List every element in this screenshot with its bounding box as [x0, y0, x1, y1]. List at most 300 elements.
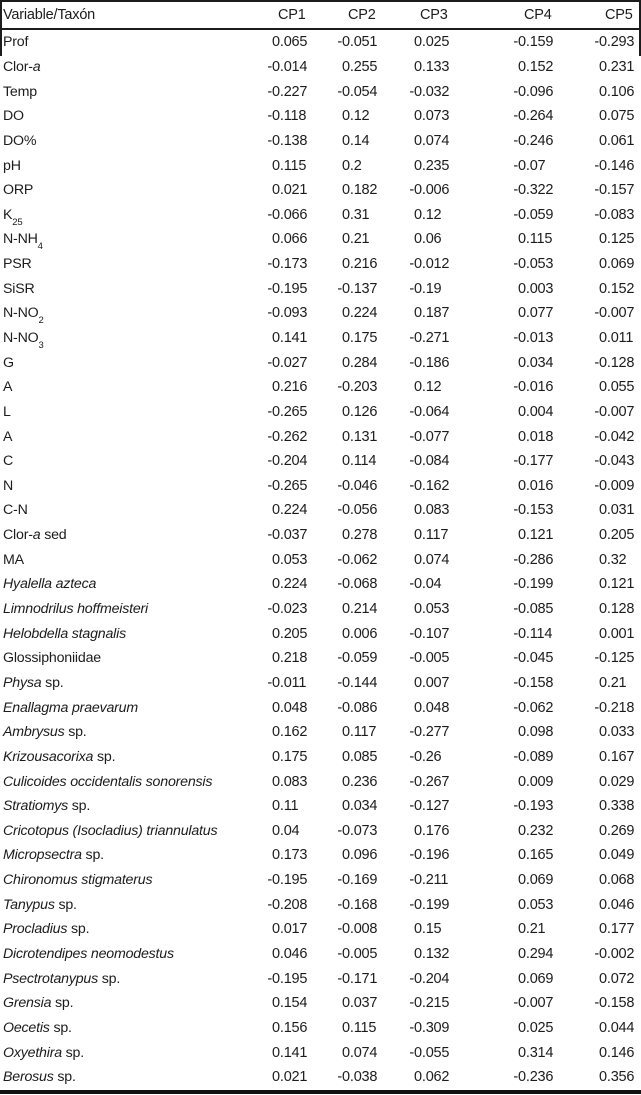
cell-value: 0.098 [518, 724, 554, 741]
row-label-segment: Glossiphoniidae [3, 650, 101, 667]
cell-value: 0.04 [272, 822, 300, 839]
minus-sign: - [267, 305, 272, 322]
cell-cp4 [484, 252, 565, 277]
cell-cp4 [484, 1040, 565, 1065]
table-row [0, 129, 641, 154]
cell-value: 0.074 [342, 1044, 378, 1061]
cell-value: - 0.277 [409, 724, 450, 741]
minus-sign: - [409, 182, 414, 199]
minus-sign: - [267, 453, 272, 470]
cell-value: 0.025 [518, 1019, 554, 1036]
cell-cp3 [380, 153, 484, 178]
minus-sign: - [337, 502, 342, 519]
cell-value: 0.205 [272, 625, 308, 642]
cell-value: 0.218 [272, 650, 308, 667]
minus-sign: - [337, 921, 342, 938]
cell-value: 0.21 [518, 921, 546, 938]
cell-value: - 0.007 [594, 403, 635, 420]
row-label-segment: 4 [37, 241, 43, 252]
cell-cp5 [565, 301, 641, 326]
cell-value: 0.115 [272, 157, 307, 174]
cell-cp4 [484, 326, 565, 351]
row-label-segment: Culicoides occidentalis sonorensis [3, 773, 213, 790]
minus-sign: - [594, 206, 599, 223]
cell-cp5 [565, 917, 641, 942]
cell-value: 0.269 [599, 822, 635, 839]
cell-cp1 [238, 942, 308, 967]
minus-sign: - [409, 798, 414, 815]
row-label [0, 843, 238, 868]
cell-value: - 0.227 [267, 83, 308, 100]
cell-cp1 [238, 769, 308, 794]
table-row [0, 474, 641, 499]
cell-value: 0.255 [342, 58, 378, 75]
row-label [0, 621, 238, 646]
cell-cp5 [565, 1016, 641, 1041]
cell-value: - 0.084 [409, 453, 450, 470]
row-label-segment: Grensia [3, 995, 52, 1012]
cell-cp2 [308, 178, 380, 203]
cell-cp4 [484, 745, 565, 770]
minus-sign: - [594, 182, 599, 199]
cell-cp2 [308, 29, 380, 55]
minus-sign: - [594, 34, 599, 51]
row-label [0, 917, 238, 942]
table-row [0, 942, 641, 967]
column-header-cp5: CP5 [565, 1, 641, 29]
cell-value: 0.055 [599, 379, 635, 396]
cell-value: - 0.007 [594, 305, 635, 322]
minus-sign: - [594, 995, 599, 1012]
cell-cp3 [380, 1040, 484, 1065]
cell-value: 0.131 [342, 428, 378, 445]
cell-cp4 [484, 29, 565, 55]
row-label [0, 745, 238, 770]
row-label-segment: MA [3, 551, 24, 568]
minus-sign: - [267, 403, 272, 420]
minus-sign: - [337, 699, 342, 716]
table-row [0, 794, 641, 819]
cell-cp2 [308, 843, 380, 868]
table-row [0, 252, 641, 277]
cell-cp2 [308, 892, 380, 917]
cell-cp3 [380, 276, 484, 301]
cell-cp1 [238, 597, 308, 622]
cell-cp3 [380, 942, 484, 967]
cell-cp4 [484, 769, 565, 794]
minus-sign: - [513, 206, 518, 223]
cell-cp2 [308, 671, 380, 696]
cell-cp1 [238, 523, 308, 548]
row-label-segment: Stratiomys [3, 798, 69, 815]
cell-value: 0.21 [342, 231, 370, 248]
cell-value: - 0.168 [337, 896, 378, 913]
minus-sign: - [513, 108, 518, 125]
row-label [0, 29, 238, 55]
cell-value: 0.132 [414, 946, 450, 963]
cell-value: 0.235 [414, 157, 450, 174]
minus-sign: - [409, 970, 414, 987]
cell-value: 0.152 [599, 280, 635, 297]
minus-sign: - [267, 108, 272, 125]
minus-sign: - [594, 453, 599, 470]
cell-cp2 [308, 646, 380, 671]
cell-value: - 0.056 [337, 502, 378, 519]
cell-cp1 [238, 424, 308, 449]
cell-value: 0.2 [342, 157, 362, 174]
table-row [0, 498, 641, 523]
table-row [0, 597, 641, 622]
row-label [0, 498, 238, 523]
cell-cp1 [238, 547, 308, 572]
minus-sign: - [409, 1019, 414, 1036]
minus-sign: - [513, 132, 518, 149]
row-label [0, 79, 238, 104]
minus-sign: - [409, 650, 414, 667]
cell-value: - 0.158 [594, 995, 635, 1012]
minus-sign: - [267, 206, 272, 223]
cell-cp4 [484, 819, 565, 844]
minus-sign: - [267, 354, 272, 371]
cell-cp1 [238, 572, 308, 597]
cell-cp1 [238, 991, 308, 1016]
minus-sign: - [337, 674, 342, 691]
cell-value: - 0.011 [267, 674, 307, 691]
table-row [0, 350, 641, 375]
minus-sign: - [267, 527, 272, 544]
minus-sign: - [337, 379, 342, 396]
table-row [0, 572, 641, 597]
cell-cp1 [238, 671, 308, 696]
minus-sign: - [409, 83, 414, 100]
minus-sign: - [267, 83, 272, 100]
table-row [0, 769, 641, 794]
cell-value: - 0.19 [409, 280, 442, 297]
cell-value: 0.125 [599, 231, 635, 248]
cell-cp2 [308, 819, 380, 844]
table-row [0, 892, 641, 917]
table-row [0, 104, 641, 129]
cell-value: 0.162 [272, 724, 308, 741]
cell-cp5 [565, 326, 641, 351]
cell-cp4 [484, 892, 565, 917]
cell-value: 0.021 [272, 182, 308, 199]
cell-value: 0.141 [272, 330, 308, 346]
cell-value: - 0.208 [267, 896, 308, 913]
minus-sign: - [267, 872, 272, 889]
cell-cp1 [238, 745, 308, 770]
cell-cp5 [565, 991, 641, 1016]
cell-value: 0.053 [414, 601, 450, 618]
cell-value: 0.016 [518, 477, 554, 494]
cell-cp2 [308, 202, 380, 227]
cell-value: - 0.199 [513, 576, 554, 593]
cell-value: 0.018 [518, 428, 554, 445]
minus-sign: - [513, 601, 518, 618]
minus-sign: - [594, 403, 599, 420]
cell-cp5 [565, 671, 641, 696]
cell-value: - 0.008 [337, 921, 378, 938]
cell-value: 0.31 [342, 206, 370, 223]
cell-cp3 [380, 917, 484, 942]
cell-value: 0.083 [272, 773, 308, 790]
cell-value: - 0.146 [594, 157, 635, 174]
cell-cp5 [565, 498, 641, 523]
cell-cp4 [484, 129, 565, 154]
row-label [0, 375, 238, 400]
table-row [0, 424, 641, 449]
cell-cp1 [238, 621, 308, 646]
cell-cp1 [238, 498, 308, 523]
row-label [0, 350, 238, 375]
cell-cp1 [238, 819, 308, 844]
cell-value: 0.085 [342, 748, 378, 765]
minus-sign: - [337, 551, 342, 568]
cell-value: - 0.215 [409, 995, 450, 1012]
cell-value: - 0.211 [409, 872, 449, 889]
cell-value: 0.074 [414, 551, 450, 568]
cell-value: - 0.002 [594, 946, 635, 963]
minus-sign: - [513, 576, 518, 593]
table-row [0, 449, 641, 474]
minus-sign: - [594, 305, 599, 322]
minus-sign: - [409, 625, 414, 642]
cell-value: - 0.012 [409, 256, 450, 273]
cell-value: 0.034 [342, 798, 378, 815]
row-label [0, 671, 238, 696]
minus-sign: - [267, 674, 272, 691]
cell-cp5 [565, 449, 641, 474]
row-label [0, 942, 238, 967]
cell-cp2 [308, 597, 380, 622]
cell-value: 0.128 [599, 601, 635, 618]
minus-sign: - [337, 946, 342, 963]
cell-cp2 [308, 252, 380, 277]
minus-sign: - [594, 699, 599, 716]
cell-value: - 0.054 [337, 83, 378, 100]
cell-cp2 [308, 350, 380, 375]
cell-value: 0.12 [414, 379, 442, 396]
cell-cp5 [565, 769, 641, 794]
row-label-segment: DO% [3, 132, 37, 149]
cell-value: 0.216 [342, 256, 378, 273]
row-label [0, 695, 238, 720]
cell-cp4 [484, 227, 565, 252]
table-row [0, 917, 641, 942]
cell-value: 0.061 [599, 132, 635, 149]
cell-cp3 [380, 55, 484, 80]
row-label [0, 400, 238, 425]
cell-cp4 [484, 375, 565, 400]
row-label-segment: Enallagma praevarum [3, 699, 138, 716]
cell-value: 0.069 [518, 970, 554, 987]
row-label-segment: sp. [53, 1069, 76, 1086]
cell-value: 0.006 [342, 625, 378, 642]
cell-value: - 0.169 [337, 872, 378, 889]
cell-cp3 [380, 202, 484, 227]
cell-cp3 [380, 424, 484, 449]
row-label [0, 326, 238, 351]
cell-cp5 [565, 252, 641, 277]
cell-cp5 [565, 153, 641, 178]
cell-cp1 [238, 178, 308, 203]
row-label-segment: sp. [51, 995, 74, 1012]
cell-value: - 0.046 [337, 477, 378, 494]
table-row [0, 153, 641, 178]
cell-cp5 [565, 646, 641, 671]
minus-sign: - [337, 477, 342, 494]
column-header-cp3: CP3 [380, 1, 484, 29]
cell-cp2 [308, 449, 380, 474]
cell-cp1 [238, 55, 308, 80]
table-row [0, 695, 641, 720]
minus-sign: - [337, 83, 342, 100]
row-label-segment: Psectrotanypus [3, 970, 98, 987]
row-label-segment: Micropsectra [3, 847, 82, 864]
cell-cp3 [380, 621, 484, 646]
minus-sign: - [409, 256, 414, 273]
cell-cp3 [380, 375, 484, 400]
cell-cp5 [565, 720, 641, 745]
cell-value: 0.182 [342, 182, 378, 199]
cell-cp3 [380, 720, 484, 745]
cell-cp2 [308, 991, 380, 1016]
cell-cp3 [380, 252, 484, 277]
cell-value: - 0.236 [513, 1069, 554, 1086]
minus-sign: - [337, 280, 342, 297]
row-label-segment: Oecetis [3, 1019, 50, 1036]
cell-cp2 [308, 794, 380, 819]
row-label [0, 1065, 238, 1092]
cell-value: - 0.093 [267, 305, 308, 322]
cell-cp2 [308, 621, 380, 646]
cell-cp4 [484, 695, 565, 720]
cell-value: - 0.077 [409, 428, 450, 445]
cell-cp2 [308, 917, 380, 942]
table-row [0, 1040, 641, 1065]
cell-value: - 0.322 [513, 182, 554, 199]
cell-value: 0.074 [414, 132, 450, 149]
minus-sign: - [513, 157, 518, 174]
cell-value: 0.009 [518, 773, 554, 790]
cell-cp4 [484, 572, 565, 597]
cell-value: 0.034 [518, 354, 554, 371]
row-label-segment: a [32, 527, 41, 544]
cell-cp5 [565, 621, 641, 646]
row-label-segment: pH [3, 157, 21, 174]
cell-cp3 [380, 597, 484, 622]
row-label [0, 55, 238, 80]
cell-cp2 [308, 942, 380, 967]
cell-value: - 0.153 [513, 502, 554, 519]
table-row [0, 55, 641, 80]
cell-cp2 [308, 745, 380, 770]
row-label [0, 794, 238, 819]
row-label-segment: ORP [3, 182, 34, 199]
cell-cp1 [238, 1040, 308, 1065]
minus-sign: - [513, 798, 518, 815]
cell-value: - 0.137 [337, 280, 378, 297]
column-header-cp4: CP4 [484, 1, 565, 29]
cell-cp3 [380, 892, 484, 917]
cell-cp4 [484, 597, 565, 622]
row-label-segment: N-NH [3, 231, 38, 248]
cell-value: 0.062 [414, 1069, 450, 1086]
cell-cp4 [484, 720, 565, 745]
cell-value: 0.069 [518, 872, 554, 889]
cell-cp5 [565, 868, 641, 893]
row-label-segment: Krizousacorixa [3, 748, 94, 765]
cell-value: 0.278 [342, 527, 378, 544]
cell-cp5 [565, 129, 641, 154]
cell-value: 0.338 [599, 798, 635, 815]
cell-value: 0.146 [599, 1044, 635, 1061]
row-label [0, 1016, 238, 1041]
cell-value: 0.177 [599, 921, 635, 938]
cell-cp5 [565, 819, 641, 844]
row-label [0, 301, 238, 326]
row-label [0, 819, 238, 844]
minus-sign: - [409, 995, 414, 1012]
minus-sign: - [337, 34, 342, 51]
cell-value: 0.073 [414, 108, 450, 125]
cell-value: - 0.128 [594, 354, 635, 371]
cell-value: 0.06 [414, 231, 442, 248]
cell-value: 0.154 [272, 995, 308, 1012]
table-body [0, 29, 641, 1092]
minus-sign: - [513, 453, 518, 470]
cell-cp5 [565, 202, 641, 227]
table-row [0, 326, 641, 351]
minus-sign: - [409, 280, 414, 297]
cell-value: 0.214 [342, 601, 378, 618]
cell-value: - 0.125 [594, 650, 635, 667]
cell-value: 0.121 [599, 576, 635, 593]
row-label-segment: Dicrotendipes neomodestus [3, 946, 174, 963]
cell-cp4 [484, 301, 565, 326]
cell-cp4 [484, 79, 565, 104]
row-label-segment: a [32, 58, 41, 75]
cell-value: 0.126 [342, 403, 378, 420]
cell-value: 0.025 [414, 34, 450, 51]
cell-cp2 [308, 572, 380, 597]
cell-cp2 [308, 326, 380, 351]
cell-cp5 [565, 942, 641, 967]
cell-value: - 0.027 [267, 354, 308, 371]
minus-sign: - [409, 847, 414, 864]
cell-value: 0.232 [518, 822, 554, 839]
cell-value: 0.001 [599, 625, 635, 642]
row-label [0, 572, 238, 597]
cell-cp3 [380, 868, 484, 893]
cell-value: 0.066 [272, 231, 308, 248]
cell-cp1 [238, 375, 308, 400]
cell-value: - 0.171 [337, 970, 378, 987]
minus-sign: - [267, 601, 272, 618]
cell-cp4 [484, 966, 565, 991]
table-row [0, 400, 641, 425]
cell-cp1 [238, 794, 308, 819]
cell-value: - 0.009 [594, 477, 635, 494]
cell-value: 0.175 [342, 330, 378, 346]
cell-cp5 [565, 55, 641, 80]
cell-value: 0.14 [342, 132, 370, 149]
cell-cp4 [484, 523, 565, 548]
cell-cp5 [565, 227, 641, 252]
row-label-segment: Helobdella stagnalis [3, 625, 126, 642]
cell-value: 0.117 [342, 724, 377, 741]
cell-value: 0.175 [272, 748, 308, 765]
